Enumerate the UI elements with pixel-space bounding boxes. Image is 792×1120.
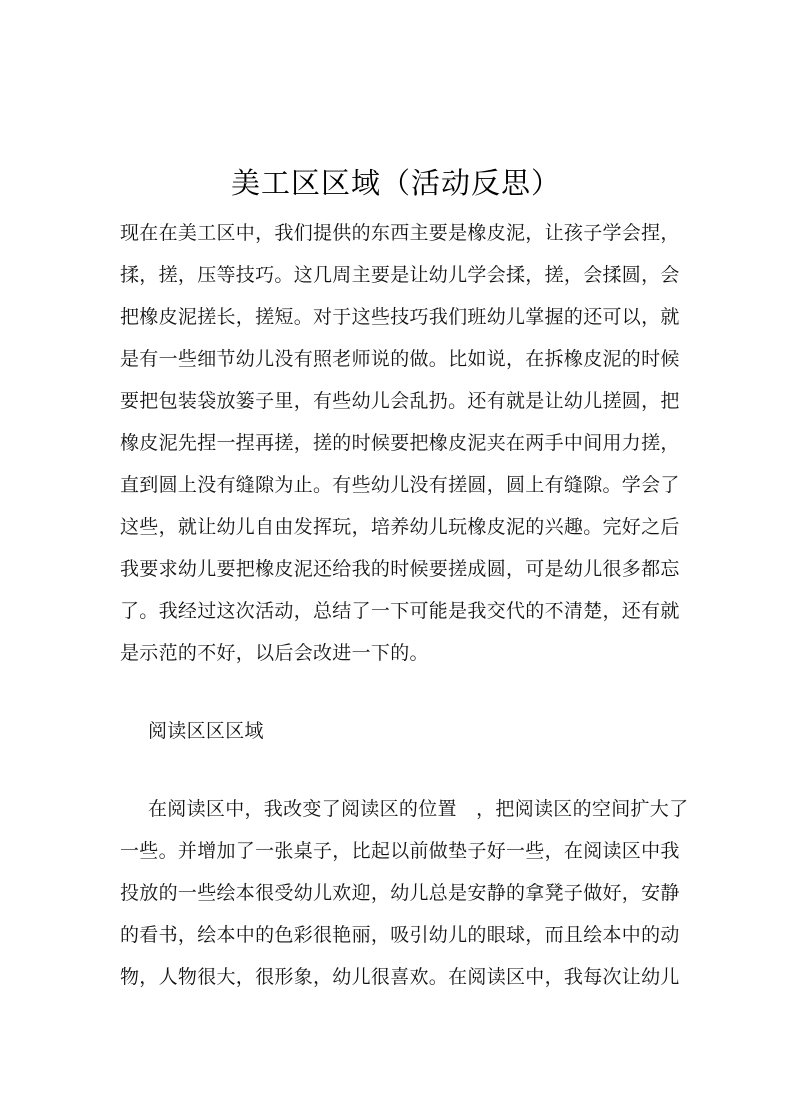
paragraph-line: 直到圆上没有缝隙为止。有些幼儿没有搓圆，圆上有缝隙。学会了	[120, 474, 680, 496]
paragraph-line: 现在在美工区中，我们提供的东西主要是橡皮泥，让孩子学会捏，	[120, 222, 680, 244]
paragraph-line: 投放的一些绘本很受幼儿欢迎，幼儿总是安静的拿凳子做好，安静	[120, 882, 680, 904]
paragraph-line: 把橡皮泥搓长，搓短。对于这些技巧我们班幼儿掌握的还可以，就	[120, 306, 680, 328]
paragraph-art-area	[120, 212, 680, 674]
document-title: 美工区区域（活动反思）	[230, 166, 561, 201]
paragraph-line: 一些。并增加了一张桌子，比起以前做垫子好一些，在阅读区中我	[120, 840, 680, 862]
paragraph-line: 揉，搓，压等技巧。这几周主要是让幼儿学会揉，搓，会揉圆，会	[120, 264, 680, 286]
paragraph-line: 了。我经过这次活动，总结了一下可能是我交代的不清楚，还有就	[120, 600, 680, 622]
paragraph-line: 物，人物很大，很形象，幼儿很喜欢。在阅读区中，我每次让幼儿	[120, 966, 680, 988]
paragraph-line: 是示范的不好，以后会改进一下的。	[120, 642, 429, 664]
section-heading: 阅读区区区域	[148, 720, 264, 742]
section-heading-reading-area	[120, 710, 680, 752]
paragraph-reading-area	[120, 788, 689, 998]
paragraph-line: 这些，就让幼儿自由发挥玩，培养幼儿玩橡皮泥的兴趣。完好之后	[120, 516, 680, 538]
paragraph-line: 橡皮泥先捏一捏再搓，搓的时候要把橡皮泥夹在两手中间用力搓，	[120, 432, 680, 454]
paragraph-line: 我要求幼儿要把橡皮泥还给我的时候要搓成圆，可是幼儿很多都忘	[120, 558, 680, 580]
paragraph-line: 要把包装袋放篓子里，有些幼儿会乱扔。还有就是让幼儿搓圆，把	[120, 390, 680, 412]
paragraph-line: 的看书，绘本中的色彩很艳丽，吸引幼儿的眼球，而且绘本中的动	[120, 924, 680, 946]
paragraph-line: 在阅读区中，我改变了阅读区的位置 ，把阅读区的空间扩大了	[148, 798, 689, 820]
paragraph-line: 是有一些细节幼儿没有照老师说的做。比如说，在拆橡皮泥的时候	[120, 348, 680, 370]
